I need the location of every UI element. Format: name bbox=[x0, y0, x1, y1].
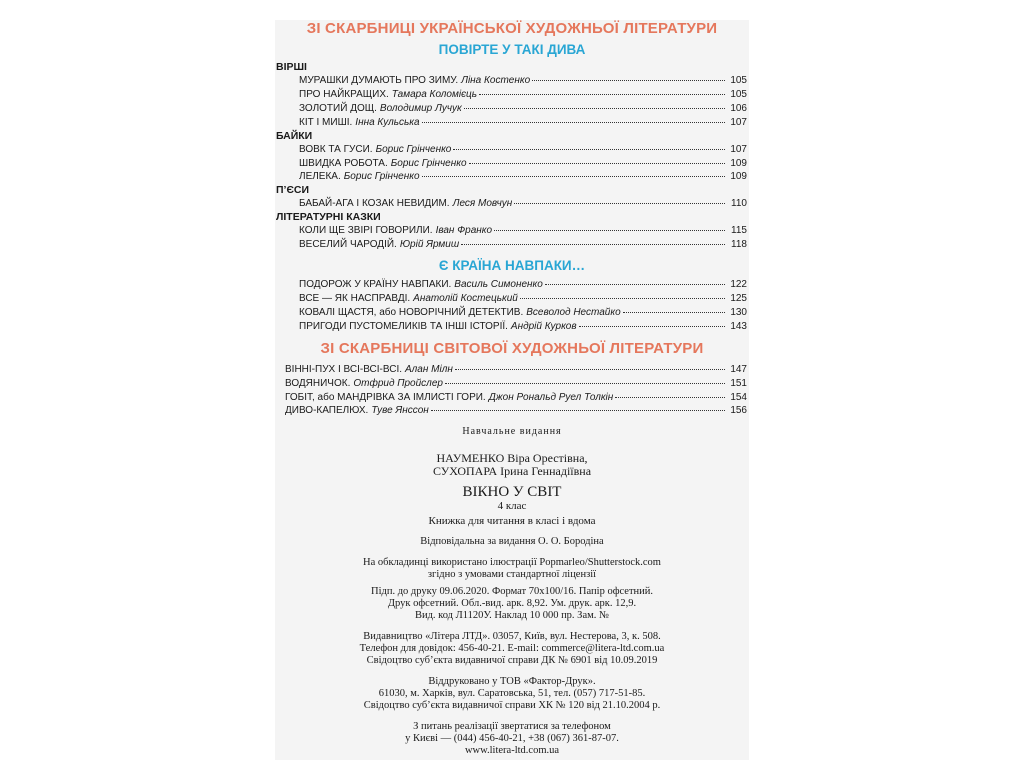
dot-leader bbox=[445, 383, 725, 384]
entry-title: МУРАШКИ ДУМАЮТЬ ПРО ЗИМУ. bbox=[299, 75, 459, 86]
entry-author: Анатолій Костецький bbox=[413, 292, 518, 304]
toc-section-ukrainian bbox=[275, 20, 749, 252]
toc-entry bbox=[275, 238, 749, 252]
print-details: Друк офсетний. Обл.-вид. арк. 8,92. Ум. друк. арк. 12,9. bbox=[387, 598, 637, 610]
toc-entry bbox=[275, 404, 749, 418]
dot-leader bbox=[453, 149, 725, 150]
dot-leader bbox=[545, 284, 725, 285]
entry-author: Отфрид Пройслер bbox=[353, 377, 443, 389]
toc-entry bbox=[275, 143, 749, 157]
author-line: СУХОПАРА Ірина Геннадіївна bbox=[432, 464, 592, 479]
entry-page-number: 151 bbox=[730, 377, 747, 389]
entry-author: Ліна Костенко bbox=[461, 75, 531, 86]
entry-title: ЗОЛОТИЙ ДОЩ. bbox=[299, 102, 377, 114]
dot-leader bbox=[532, 80, 725, 81]
entry-author: Іван Франко bbox=[435, 225, 493, 237]
printer-info: 61030, м. Харків, вул. Саратовська, 51, тел. (057) 717-51-85. bbox=[378, 688, 646, 700]
dot-leader bbox=[615, 397, 725, 398]
printer-info: Віддруковано у ТОВ «Фактор-Друк». bbox=[428, 676, 596, 688]
entry-page-number: 109 bbox=[730, 157, 747, 169]
entry-title: ВСЕ — ЯК НАСПРАВДІ. bbox=[299, 292, 411, 304]
entry-page-number: 109 bbox=[730, 171, 747, 183]
toc-entry bbox=[275, 116, 749, 130]
toc-entry bbox=[275, 74, 749, 88]
toc-entry bbox=[275, 278, 749, 292]
entry-author: Василь Симоненко bbox=[454, 279, 543, 291]
book-grade: 4 клас bbox=[497, 500, 527, 513]
dot-leader bbox=[455, 369, 725, 370]
entry-author: Всеволод Нестайко bbox=[526, 306, 621, 318]
dot-leader bbox=[623, 312, 725, 313]
entry-page-number: 105 bbox=[730, 75, 747, 86]
colophon bbox=[275, 426, 749, 757]
toc-entry bbox=[275, 391, 749, 405]
toc-entry bbox=[275, 292, 749, 306]
entry-title: ВЕСЕЛИЙ ЧАРОДІЙ. bbox=[299, 239, 397, 251]
entry-author: Інна Кульська bbox=[355, 116, 420, 128]
section-title: ЗІ СКАРБНИЦІ УКРАЇНСЬКОЇ ХУДОЖНЬОЇ ЛІТЕРАТУРИ bbox=[306, 20, 718, 37]
dot-leader bbox=[479, 94, 725, 95]
toc-entry bbox=[275, 377, 749, 391]
book-title: ВІКНО У СВІТ bbox=[462, 484, 562, 501]
entry-title: ПОДОРОЖ У КРАЇНУ НАВПАКИ. bbox=[299, 279, 452, 291]
publisher-info: Видавництво «Літера ЛТД». 03057, Київ, вул. Нестерова, 3, к. 508. bbox=[363, 631, 661, 643]
category-heading: П’ЄСИ bbox=[276, 184, 310, 197]
entry-author: Тамара Коломієць bbox=[391, 88, 477, 100]
section-subtitle: Є КРАЇНА НАВПАКИ… bbox=[438, 258, 586, 274]
dot-leader bbox=[461, 244, 725, 245]
entry-page-number: 130 bbox=[730, 306, 747, 318]
dot-leader bbox=[422, 122, 725, 123]
entry-title: ВІННІ-ПУХ І ВСІ-ВСІ-ВСІ. bbox=[285, 363, 402, 375]
section-title: ЗІ СКАРБНИЦІ СВІТОВОЇ ХУДОЖНЬОЇ ЛІТЕРАТУРИ bbox=[320, 339, 704, 357]
dot-leader bbox=[469, 163, 725, 164]
entry-title: КОВАЛІ ЩАСТЯ, або НОВОРІЧНИЙ ДЕТЕКТИВ. bbox=[299, 306, 524, 318]
dot-leader bbox=[431, 410, 725, 411]
cover-note: На обкладинці використано ілюстрації Popmarleo/Shutterstock.com bbox=[363, 557, 661, 569]
entry-page-number: 122 bbox=[730, 279, 747, 291]
toc-entry bbox=[275, 197, 749, 211]
entry-author: Леся Мовчун bbox=[452, 198, 513, 210]
section-subtitle: ПОВІРТЕ У ТАКІ ДИВА bbox=[438, 42, 586, 57]
entry-page-number: 125 bbox=[730, 292, 747, 304]
entry-page-number: 156 bbox=[730, 405, 747, 417]
entry-page-number: 105 bbox=[730, 88, 747, 100]
toc-entry bbox=[275, 306, 749, 320]
entry-author: Джон Рональд Руел Толкін bbox=[488, 391, 614, 403]
entry-page-number: 143 bbox=[730, 320, 747, 332]
entry-page-number: 115 bbox=[731, 225, 747, 237]
dot-leader bbox=[514, 203, 725, 204]
toc-section-upside-down bbox=[275, 258, 749, 334]
sales-info: З питань реалізації звертатися за телефоном bbox=[413, 721, 611, 733]
toc-entry bbox=[275, 170, 749, 184]
dot-leader bbox=[520, 298, 725, 299]
entry-title: ВОДЯНИЧОК. bbox=[285, 377, 351, 389]
entry-title: БАБАЙ-АГА І КОЗАК НЕВИДИМ. bbox=[299, 198, 450, 210]
entry-title: ЛЕЛЕКА. bbox=[299, 171, 341, 183]
sales-info: у Києві — (044) 456-40-21, +38 (067) 361-87-07. bbox=[405, 733, 619, 745]
entry-title: КІТ І МИШІ. bbox=[299, 116, 353, 128]
toc-entry bbox=[275, 363, 749, 377]
responsible-editor: Відповідальна за видання О. О. Бородіна bbox=[420, 536, 604, 548]
dot-leader bbox=[494, 230, 725, 231]
author-line: НАУМЕНКО Віра Орестівна, bbox=[436, 451, 588, 466]
entry-title: ПРИГОДИ ПУСТОМЕЛИКІВ ТА ІНШІ ІСТОРІЇ. bbox=[299, 320, 508, 332]
entry-page-number: 110 bbox=[731, 198, 747, 210]
entry-page-number: 147 bbox=[730, 363, 747, 375]
entry-page-number: 118 bbox=[731, 239, 747, 251]
book-page bbox=[275, 20, 749, 760]
category-heading: БАЙКИ bbox=[276, 129, 313, 142]
toc-entry bbox=[275, 157, 749, 171]
entry-author: Володимир Лучук bbox=[379, 102, 462, 114]
entry-title: ДИВО-КАПЕЛЮХ. bbox=[285, 405, 369, 417]
entry-author: Борис Грінченко bbox=[390, 157, 467, 169]
entry-author: Алан Мілн bbox=[405, 363, 453, 375]
entry-page-number: 154 bbox=[730, 391, 747, 403]
toc-entry bbox=[275, 102, 749, 116]
toc-entry bbox=[275, 224, 749, 238]
book-subtitle: Книжка для читання в класі і вдома bbox=[428, 515, 596, 528]
category-heading: ЛІТЕРАТУРНІ КАЗКИ bbox=[276, 211, 381, 224]
print-details: Підп. до друку 09.06.2020. Формат 70х100/16. Папір офсетний. bbox=[370, 586, 654, 598]
edition-type: Навчальне видання bbox=[462, 426, 562, 438]
dot-leader bbox=[422, 176, 725, 177]
entry-title: ПРО НАЙКРАЩИХ. bbox=[299, 88, 389, 100]
website: www.litera-ltd.com.ua bbox=[464, 745, 560, 757]
entry-author: Туве Янссон bbox=[371, 405, 429, 417]
toc-section-world bbox=[275, 340, 749, 419]
entry-author: Борис Грінченко bbox=[343, 171, 420, 183]
toc-entry bbox=[275, 88, 749, 102]
cover-note: згідно з умовами стандартної ліцензії bbox=[427, 569, 597, 581]
entry-author: Юрій Ярмиш bbox=[399, 239, 460, 251]
publisher-info: Свідоцтво суб’єкта видавничої справи ДК № 6901 від 10.09.2019 bbox=[366, 655, 658, 667]
entry-page-number: 107 bbox=[730, 116, 747, 128]
entry-page-number: 106 bbox=[730, 102, 747, 114]
entry-title: ВОВК ТА ГУСИ. bbox=[299, 143, 373, 155]
entry-author: Андрій Курков bbox=[510, 320, 577, 332]
entry-title: КОЛИ ЩЕ ЗВІРІ ГОВОРИЛИ. bbox=[299, 225, 433, 237]
entry-page-number: 107 bbox=[730, 143, 747, 155]
entry-title: ГОБІТ, або МАНДРІВКА ЗА ІМЛИСТІ ГОРИ. bbox=[285, 391, 486, 403]
printer-info: Свідоцтво суб’єкта видавничої справи ХК № 120 від 21.10.2004 р. bbox=[363, 700, 661, 712]
entry-author: Борис Грінченко bbox=[375, 143, 452, 155]
entry-title: ШВИДКА РОБОТА. bbox=[299, 157, 388, 169]
publisher-info: Телефон для довідок: 456-40-21. E-mail: commerce@litera-ltd.com.ua bbox=[359, 643, 665, 655]
print-details: Вид. код Л1120У. Наклад 10 000 пр. Зам. № bbox=[414, 610, 610, 622]
dot-leader bbox=[579, 326, 725, 327]
category-heading: ВІРШІ bbox=[276, 61, 307, 73]
toc-entry bbox=[275, 320, 749, 334]
dot-leader bbox=[464, 108, 725, 109]
